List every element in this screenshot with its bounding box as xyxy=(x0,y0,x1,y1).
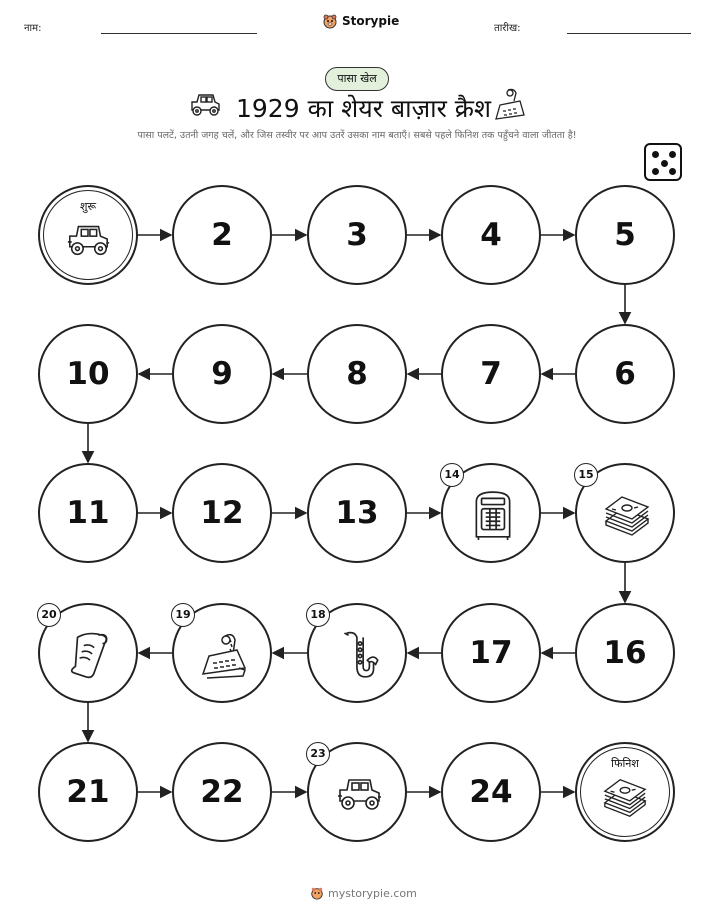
game-type-tag: पासा खेल xyxy=(325,67,389,91)
board-space-18[interactable] xyxy=(307,603,407,703)
board-space-17[interactable] xyxy=(441,603,541,703)
car-icon xyxy=(334,768,384,820)
board-space-8[interactable] xyxy=(307,324,407,424)
space-number-badge: 18 xyxy=(306,603,330,627)
board-space-5[interactable] xyxy=(575,185,675,285)
car-icon xyxy=(64,219,112,261)
finish-label: फिनिश xyxy=(611,757,639,770)
footer xyxy=(310,886,417,900)
page-title: 1929 का शेयर बाज़ार क्रैश xyxy=(236,94,492,123)
space-number: 4 xyxy=(480,217,502,253)
board-space-14[interactable] xyxy=(441,463,541,563)
space-number: 13 xyxy=(335,495,379,531)
scroll-icon xyxy=(65,629,115,681)
board-space-9[interactable] xyxy=(172,324,272,424)
board-space-2[interactable] xyxy=(172,185,272,285)
board-space-11[interactable] xyxy=(38,463,138,563)
space-number: 3 xyxy=(346,217,368,253)
board-space-19[interactable] xyxy=(172,603,272,703)
space-number: 8 xyxy=(346,356,368,392)
saxophone-icon xyxy=(334,629,384,681)
space-number-badge: 23 xyxy=(306,742,330,766)
space-number-badge: 14 xyxy=(440,463,464,487)
space-number: 7 xyxy=(480,356,502,392)
board-space-4[interactable] xyxy=(441,185,541,285)
space-number: 6 xyxy=(614,356,636,392)
space-number: 5 xyxy=(614,217,636,253)
space-number: 10 xyxy=(66,356,110,392)
radio-icon xyxy=(468,489,518,541)
start-label: शुरू xyxy=(79,200,97,213)
space-number-badge: 20 xyxy=(37,603,61,627)
space-number: 12 xyxy=(200,495,244,531)
board-space-13[interactable] xyxy=(307,463,407,563)
space-number: 17 xyxy=(469,635,513,671)
space-number: 24 xyxy=(469,774,513,810)
board-space-23[interactable] xyxy=(307,742,407,842)
name-label: नाम: xyxy=(24,23,42,34)
start-space[interactable] xyxy=(38,185,138,285)
board-space-24[interactable] xyxy=(441,742,541,842)
ticker-tape-machine-icon xyxy=(199,629,249,681)
board-space-10[interactable] xyxy=(38,324,138,424)
footer-url: mystorypie.com xyxy=(328,886,417,900)
storypie-mascot-icon xyxy=(310,886,324,900)
space-number: 22 xyxy=(200,774,244,810)
board-space-3[interactable] xyxy=(307,185,407,285)
board-space-21[interactable] xyxy=(38,742,138,842)
space-number: 9 xyxy=(211,356,233,392)
date-label: तारीख: xyxy=(494,23,521,34)
space-number: 2 xyxy=(211,217,233,253)
space-number-badge: 15 xyxy=(574,463,598,487)
money-stack-icon xyxy=(602,489,652,541)
brand-name: Storypie xyxy=(342,14,400,28)
board-space-6[interactable] xyxy=(575,324,675,424)
board-space-20[interactable] xyxy=(38,603,138,703)
space-number: 16 xyxy=(603,635,647,671)
board-space-22[interactable] xyxy=(172,742,272,842)
space-number: 11 xyxy=(66,495,110,531)
board-space-12[interactable] xyxy=(172,463,272,563)
instructions: पासा पलटें, उतनी जगह चलें, और जिस तस्वीर पर आप उतरें उसका नाम बताएँ। सबसे पहले फिनिश तक पहुँचने वाला जीतता है! xyxy=(137,130,577,141)
board-space-16[interactable] xyxy=(575,603,675,703)
space-number: 21 xyxy=(66,774,110,810)
space-number-badge: 19 xyxy=(171,603,195,627)
finish-space[interactable] xyxy=(575,742,675,842)
board-space-7[interactable] xyxy=(441,324,541,424)
money-stack-icon xyxy=(601,776,649,818)
board-space-15[interactable] xyxy=(575,463,675,563)
